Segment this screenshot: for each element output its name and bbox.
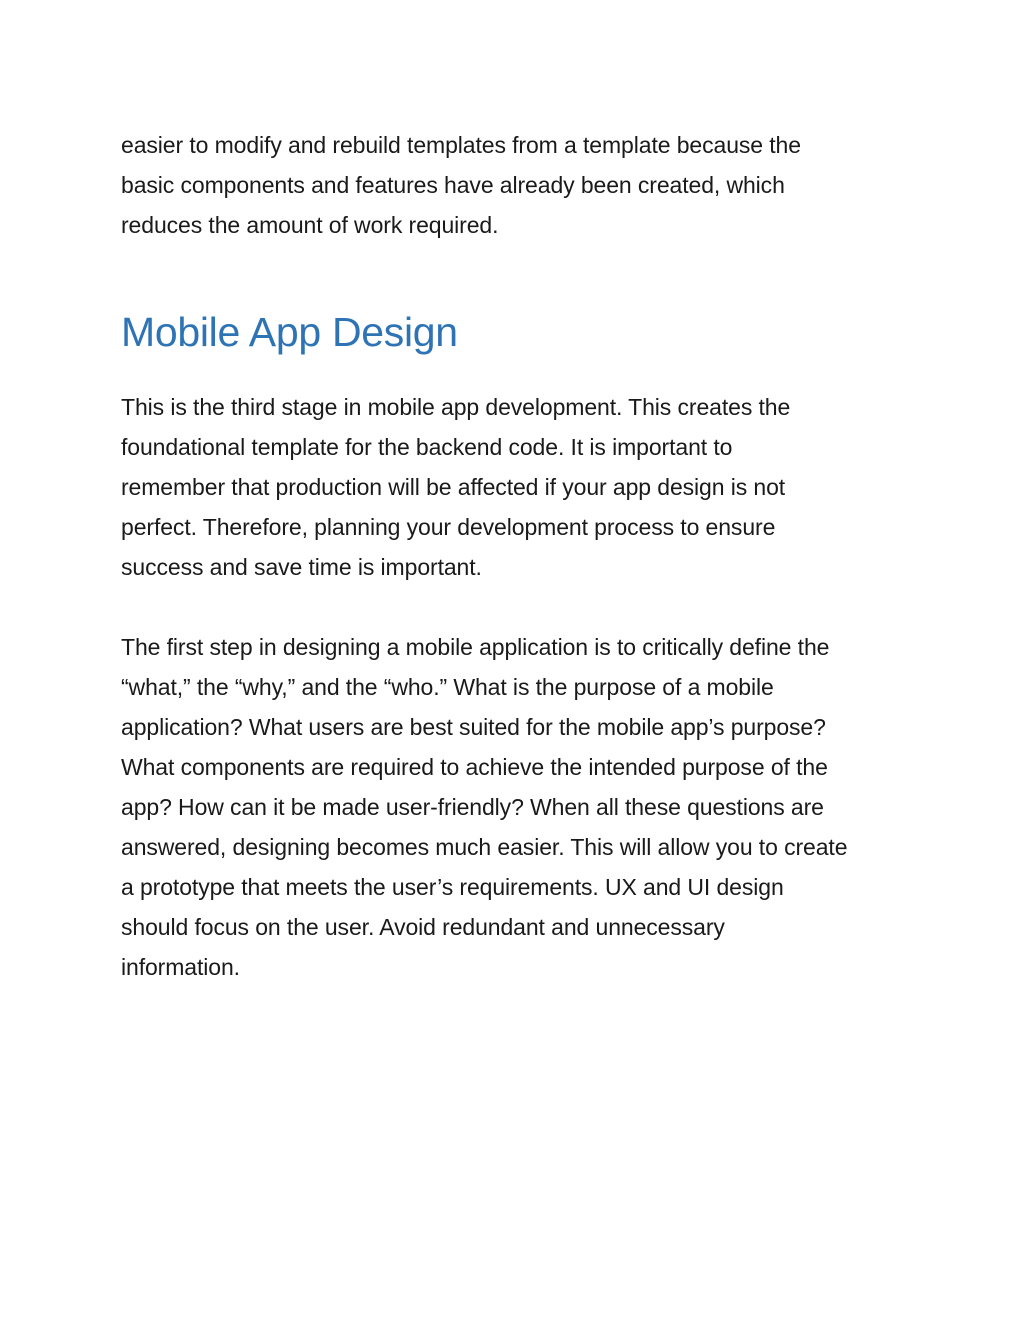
paragraph-line: answered, designing becomes much easier. This will allow you to create: [121, 834, 848, 860]
paragraph-line: a prototype that meets the user’s requirements. UX and UI design: [121, 874, 784, 900]
paragraph-line: What components are required to achieve the intended purpose of the: [121, 754, 828, 780]
paragraph-line: reduces the amount of work required.: [121, 212, 499, 238]
paragraph-line: perfect. Therefore, planning your development process to ensure: [121, 514, 776, 540]
paragraph-line: The first step in designing a mobile application is to critically define the: [121, 634, 830, 660]
paragraph-line: easier to modify and rebuild templates from a template because the: [121, 132, 801, 158]
paragraph-line: success and save time is important.: [121, 554, 482, 580]
intro-paragraph: [121, 125, 911, 245]
paragraph-line: basic components and features have already been created, which: [121, 172, 785, 198]
paragraph-line: application? What users are best suited for the mobile app’s purpose?: [121, 714, 826, 740]
document-page: [121, 125, 911, 987]
paragraph-line: information.: [121, 954, 240, 980]
paragraph-line: “what,” the “why,” and the “who.” What is the purpose of a mobile: [121, 674, 774, 700]
paragraph-line: foundational template for the backend code. It is important to: [121, 434, 733, 460]
paragraph-line: remember that production will be affected if your app design is not: [121, 474, 786, 500]
paragraph-line: app? How can it be made user-friendly? When all these questions are: [121, 794, 824, 820]
paragraph-line: should focus on the user. Avoid redundant and unnecessary: [121, 914, 725, 940]
paragraph-line: This is the third stage in mobile app development. This creates the: [121, 394, 791, 420]
section-heading: Mobile App Design: [121, 309, 458, 355]
body-paragraph-1: [121, 387, 911, 587]
body-paragraph-2: [121, 627, 911, 987]
